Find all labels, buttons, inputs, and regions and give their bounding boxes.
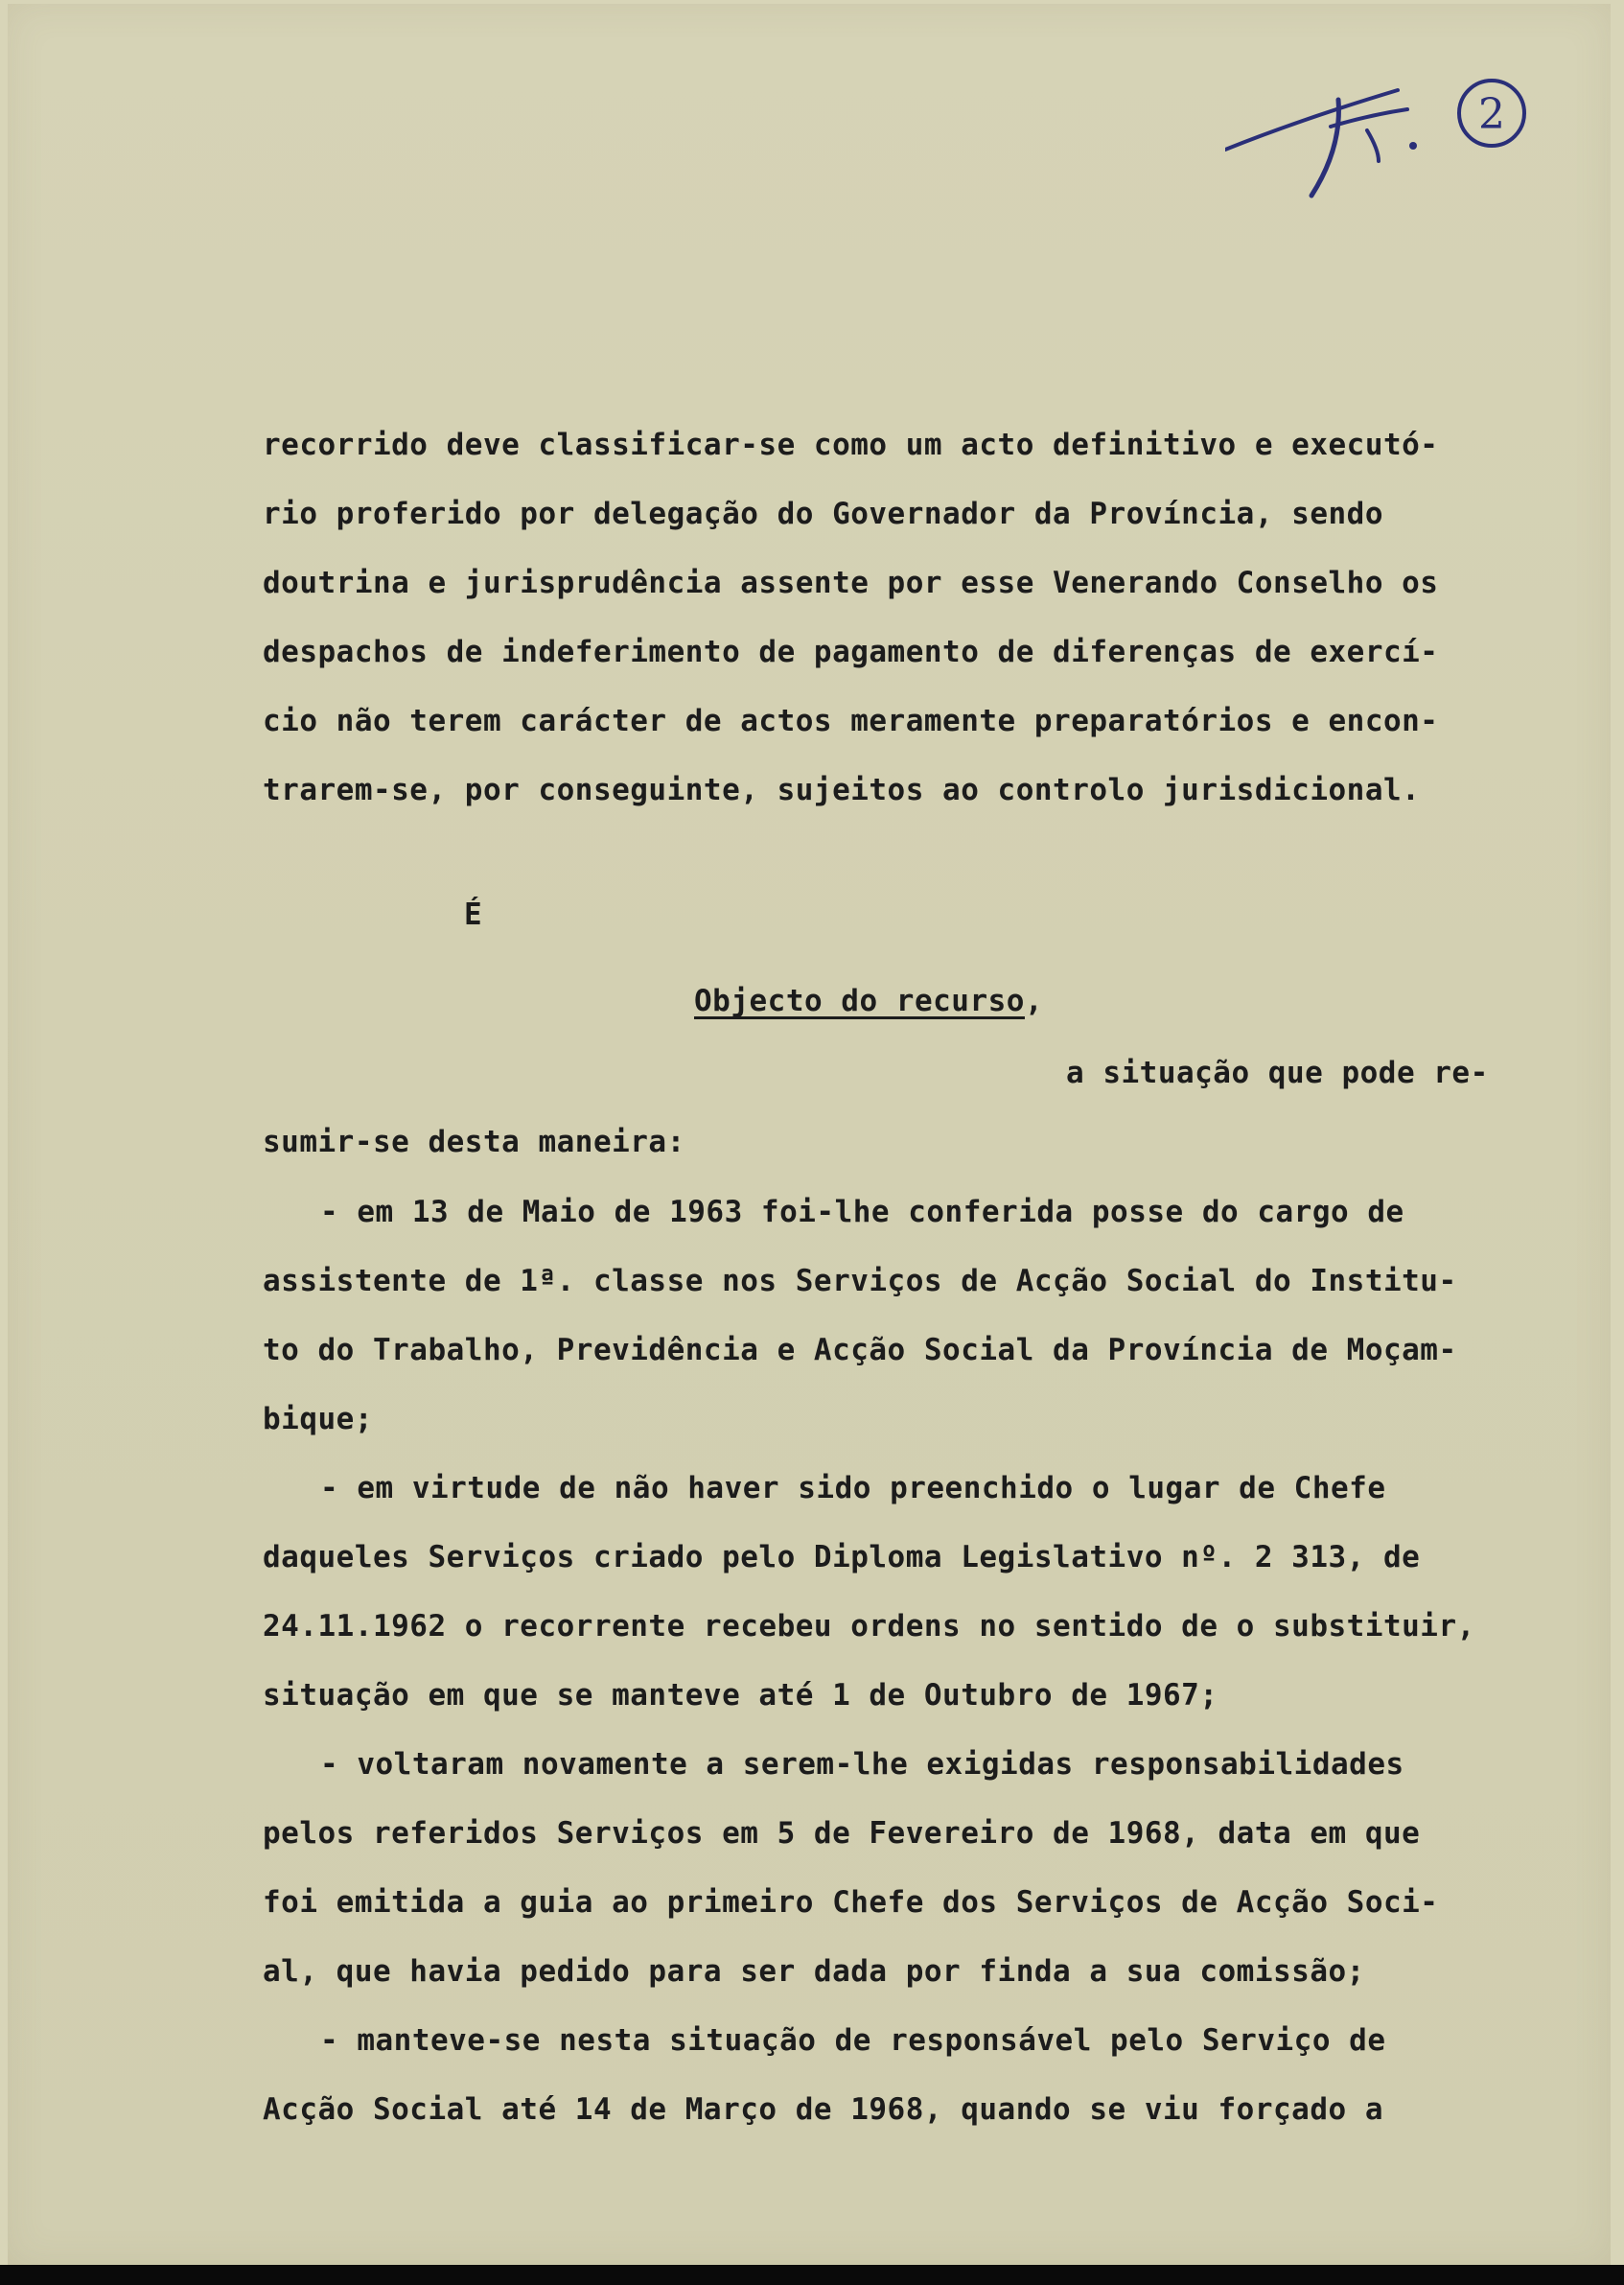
text-line: al, que havia pedido para ser dada por finda a sua comissão; xyxy=(263,1954,1365,1989)
text-line: pelos referidos Serviços em 5 de Fevereiro de 1968, data em que xyxy=(263,1816,1421,1851)
text-line: cio não terem carácter de actos meramente preparatórios e encon- xyxy=(263,704,1439,738)
text-line: - em 13 de Maio de 1963 foi-lhe conferida posse do cargo de xyxy=(320,1195,1404,1229)
text-line: - voltaram novamente a serem-lhe exigidas responsabilidades xyxy=(320,1747,1404,1782)
text-line: despachos de indeferimento de pagamento de diferenças de exercí- xyxy=(263,635,1439,669)
handwritten-folio-mark xyxy=(1225,61,1551,215)
text-line: doutrina e jurisprudência assente por esse Venerando Conselho os xyxy=(263,566,1439,600)
folio-number: 2 xyxy=(1478,90,1505,139)
text-line: É xyxy=(464,898,483,932)
scan-border xyxy=(0,2265,1624,2285)
section-heading-punctuation: , xyxy=(1024,984,1044,1018)
folio-annotation xyxy=(1225,61,1551,215)
text-line: bique; xyxy=(263,1402,373,1436)
text-line: trarem-se, por conseguinte, sujeitos ao controlo jurisdicional. xyxy=(263,773,1421,807)
text-line: to do Trabalho, Previdência e Acção Social da Província de Moçam- xyxy=(263,1333,1457,1367)
document-sheet xyxy=(8,4,1611,2265)
text-line: Acção Social até 14 de Março de 1968, quando se viu forçado a xyxy=(263,2092,1383,2127)
section-heading xyxy=(694,982,1043,1020)
text-line: - manteve-se nesta situação de responsável pelo Serviço de xyxy=(320,2023,1386,2058)
text-line: rio proferido por delegação do Governador da Província, sendo xyxy=(263,497,1383,531)
text-line: sumir-se desta maneira: xyxy=(263,1125,685,1159)
text-line: foi emitida a guia ao primeiro Chefe dos Serviços de Acção Soci- xyxy=(263,1885,1439,1920)
section-heading-title: Objecto do recurso xyxy=(694,984,1025,1018)
text-line: daqueles Serviços criado pelo Diploma Legislativo nº. 2 313, de xyxy=(263,1540,1421,1574)
text-line: - em virtude de não haver sido preenchido o lugar de Chefe xyxy=(320,1471,1386,1505)
text-line: a situação que pode re- xyxy=(1066,1056,1489,1090)
text-line: 24.11.1962 o recorrente recebeu ordens no sentido de o substituir, xyxy=(263,1609,1475,1644)
text-line: situação em que se manteve até 1 de Outubro de 1967; xyxy=(263,1678,1218,1713)
text-line: recorrido deve classificar-se como um acto definitivo e executó- xyxy=(263,428,1439,462)
text-line: assistente de 1ª. classe nos Serviços de Acção Social do Institu- xyxy=(263,1264,1457,1298)
